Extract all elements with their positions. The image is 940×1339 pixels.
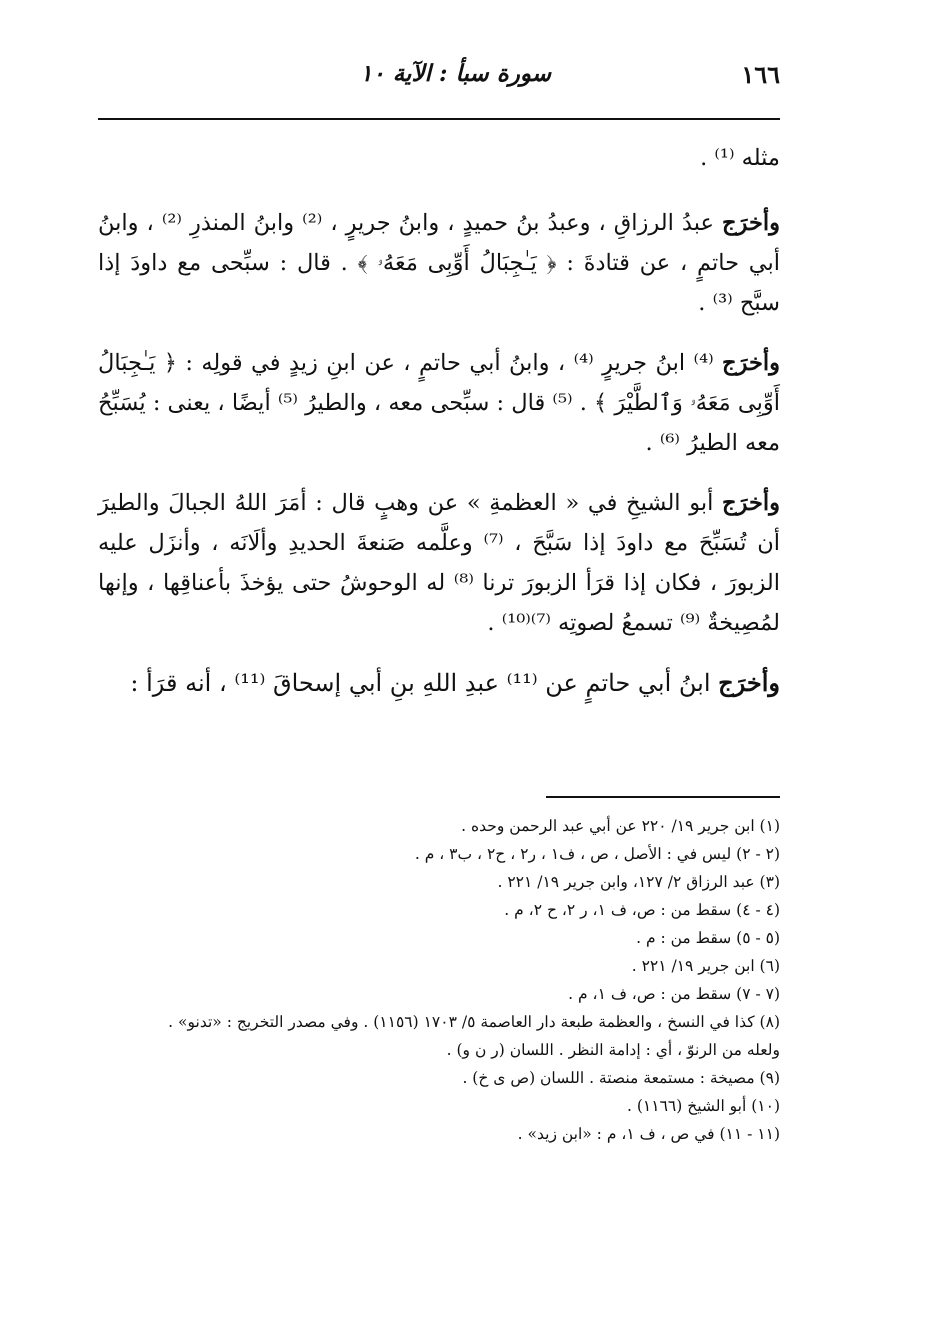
paragraph-lead-word: وأخرَج [722, 490, 780, 516]
paragraph [98, 343, 780, 463]
header-rule [98, 118, 780, 120]
footnote: (٦) ابن جرير ١٩/ ٢٢١ . [631, 957, 780, 975]
footnote: ولعله من الرنوّ ، أي : إدامة النظر . اللسان (ر ن و) . [446, 1041, 780, 1059]
paragraph-text: أبو الشيخِ في « العظمةِ » عن وهبٍ قال : أمَرَ اللهُ الجبالَ والطيرَ أن تُسَبِّحَ مع داودَ إذا سَبَّحَ ، ⁽⁷⁾ وعلَّمه صَنعةَ الحديدِ وألَانَه ، وأنزَل عليه الزبورَ ، فكان إذا قرَأ الزبورَ ترنا ⁽⁸⁾ له الوحوشُ حتى يؤخذَ بأعناقِها ، وإنها لمُصِيخةٌ ⁽⁹⁾ تسمعُ لصوتِه ⁽⁷⁾⁽¹⁰⁾ . [98, 490, 780, 636]
paragraph-text: ⁽⁴⁾ ابنُ جريرٍ ⁽⁴⁾ ، وابنُ أبي حاتمٍ ، عن ابنِ زيدٍ في قولِه : ﴿ يَـٰجِبَالُ أَوِّبِى مَعَهُۥ وَٱلطَّيْرَ ﴾ . ⁽⁵⁾ قال : سبِّحى معه ، والطيرُ ⁽⁵⁾ أيضًا ، يعنى : يُسَبِّحُ معه الطيرُ ⁽⁶⁾ . [98, 350, 780, 456]
paragraph [98, 138, 780, 178]
paragraph [98, 203, 780, 323]
page-number: ١٦٦ [741, 60, 780, 89]
footnote: (٥ - ٥) سقط من : م . [636, 929, 780, 947]
paragraph [98, 663, 780, 703]
footnote: (١) ابن جرير ١٩/ ٢٢٠ عن أبي عبد الرحمن وحده . [461, 817, 780, 835]
footnote: (٨) كذا في النسخ ، والعظمة طبعة دار العاصمة ٥/ ١٧٠٣ (١١٥٦) . وفي مصدر التخريج : «تدنو» . [168, 1013, 780, 1031]
paragraph [98, 483, 780, 643]
footnote: (٤ - ٤) سقط من : ص، ف ١، ر ٢، ح ٢، م . [504, 901, 780, 919]
running-title: سورة سبأ : الآية ١٠ [360, 60, 552, 87]
paragraph-text: مثله ⁽¹⁾ . [700, 145, 780, 171]
paragraph-text: عبدُ الرزاقِ ، وعبدُ بنُ حميدٍ ، وابنُ جريرٍ ، ⁽²⁾ وابنُ المنذرِ ⁽²⁾ ، وابنُ أبي حاتمٍ ، عن قتادةَ : ﴿ يَـٰجِبَالُ أَوِّبِى مَعَهُۥ ﴾ . قال : سبِّحى مع داودَ إذا سبَّح ⁽³⁾ . [98, 210, 780, 316]
paragraph-lead-word: وأخرَج [718, 668, 780, 697]
footnotes-list [98, 812, 780, 1148]
footnote: (٢ - ٢) ليس في : الأصل ، ص ، ف١ ، ر٢ ، ح٢ ، ب٣ ، م . [414, 845, 780, 863]
paragraph-text: ابنُ أبي حاتمٍ عن ⁽¹¹⁾ عبدِ اللهِ بنِ أبي إسحاقَ ⁽¹¹⁾ ، أنه قرَأ : [130, 669, 711, 697]
footnote: (١٠) أبو الشيخ (١١٦٦) . [627, 1097, 780, 1115]
main-text [98, 138, 780, 723]
footnote: (٩) مصيخة : مستمعة منصتة . اللسان (ص ى خ) . [462, 1069, 780, 1087]
footnote-separator [546, 796, 780, 798]
paragraph-lead-word: وأخرَج [722, 350, 780, 376]
footnote: (١١ - ١١) في ص ، ف ١، م : «ابن زيد» . [517, 1125, 780, 1143]
footnote: (٣) عبد الرزاق ٢/ ١٢٧، وابن جرير ١٩/ ٢٢١ . [497, 873, 780, 891]
paragraph-lead-word: وأخرَج [722, 210, 780, 236]
footnote: (٧ - ٧) سقط من : ص، ف ١، م . [568, 985, 780, 1003]
page-header [98, 58, 780, 98]
